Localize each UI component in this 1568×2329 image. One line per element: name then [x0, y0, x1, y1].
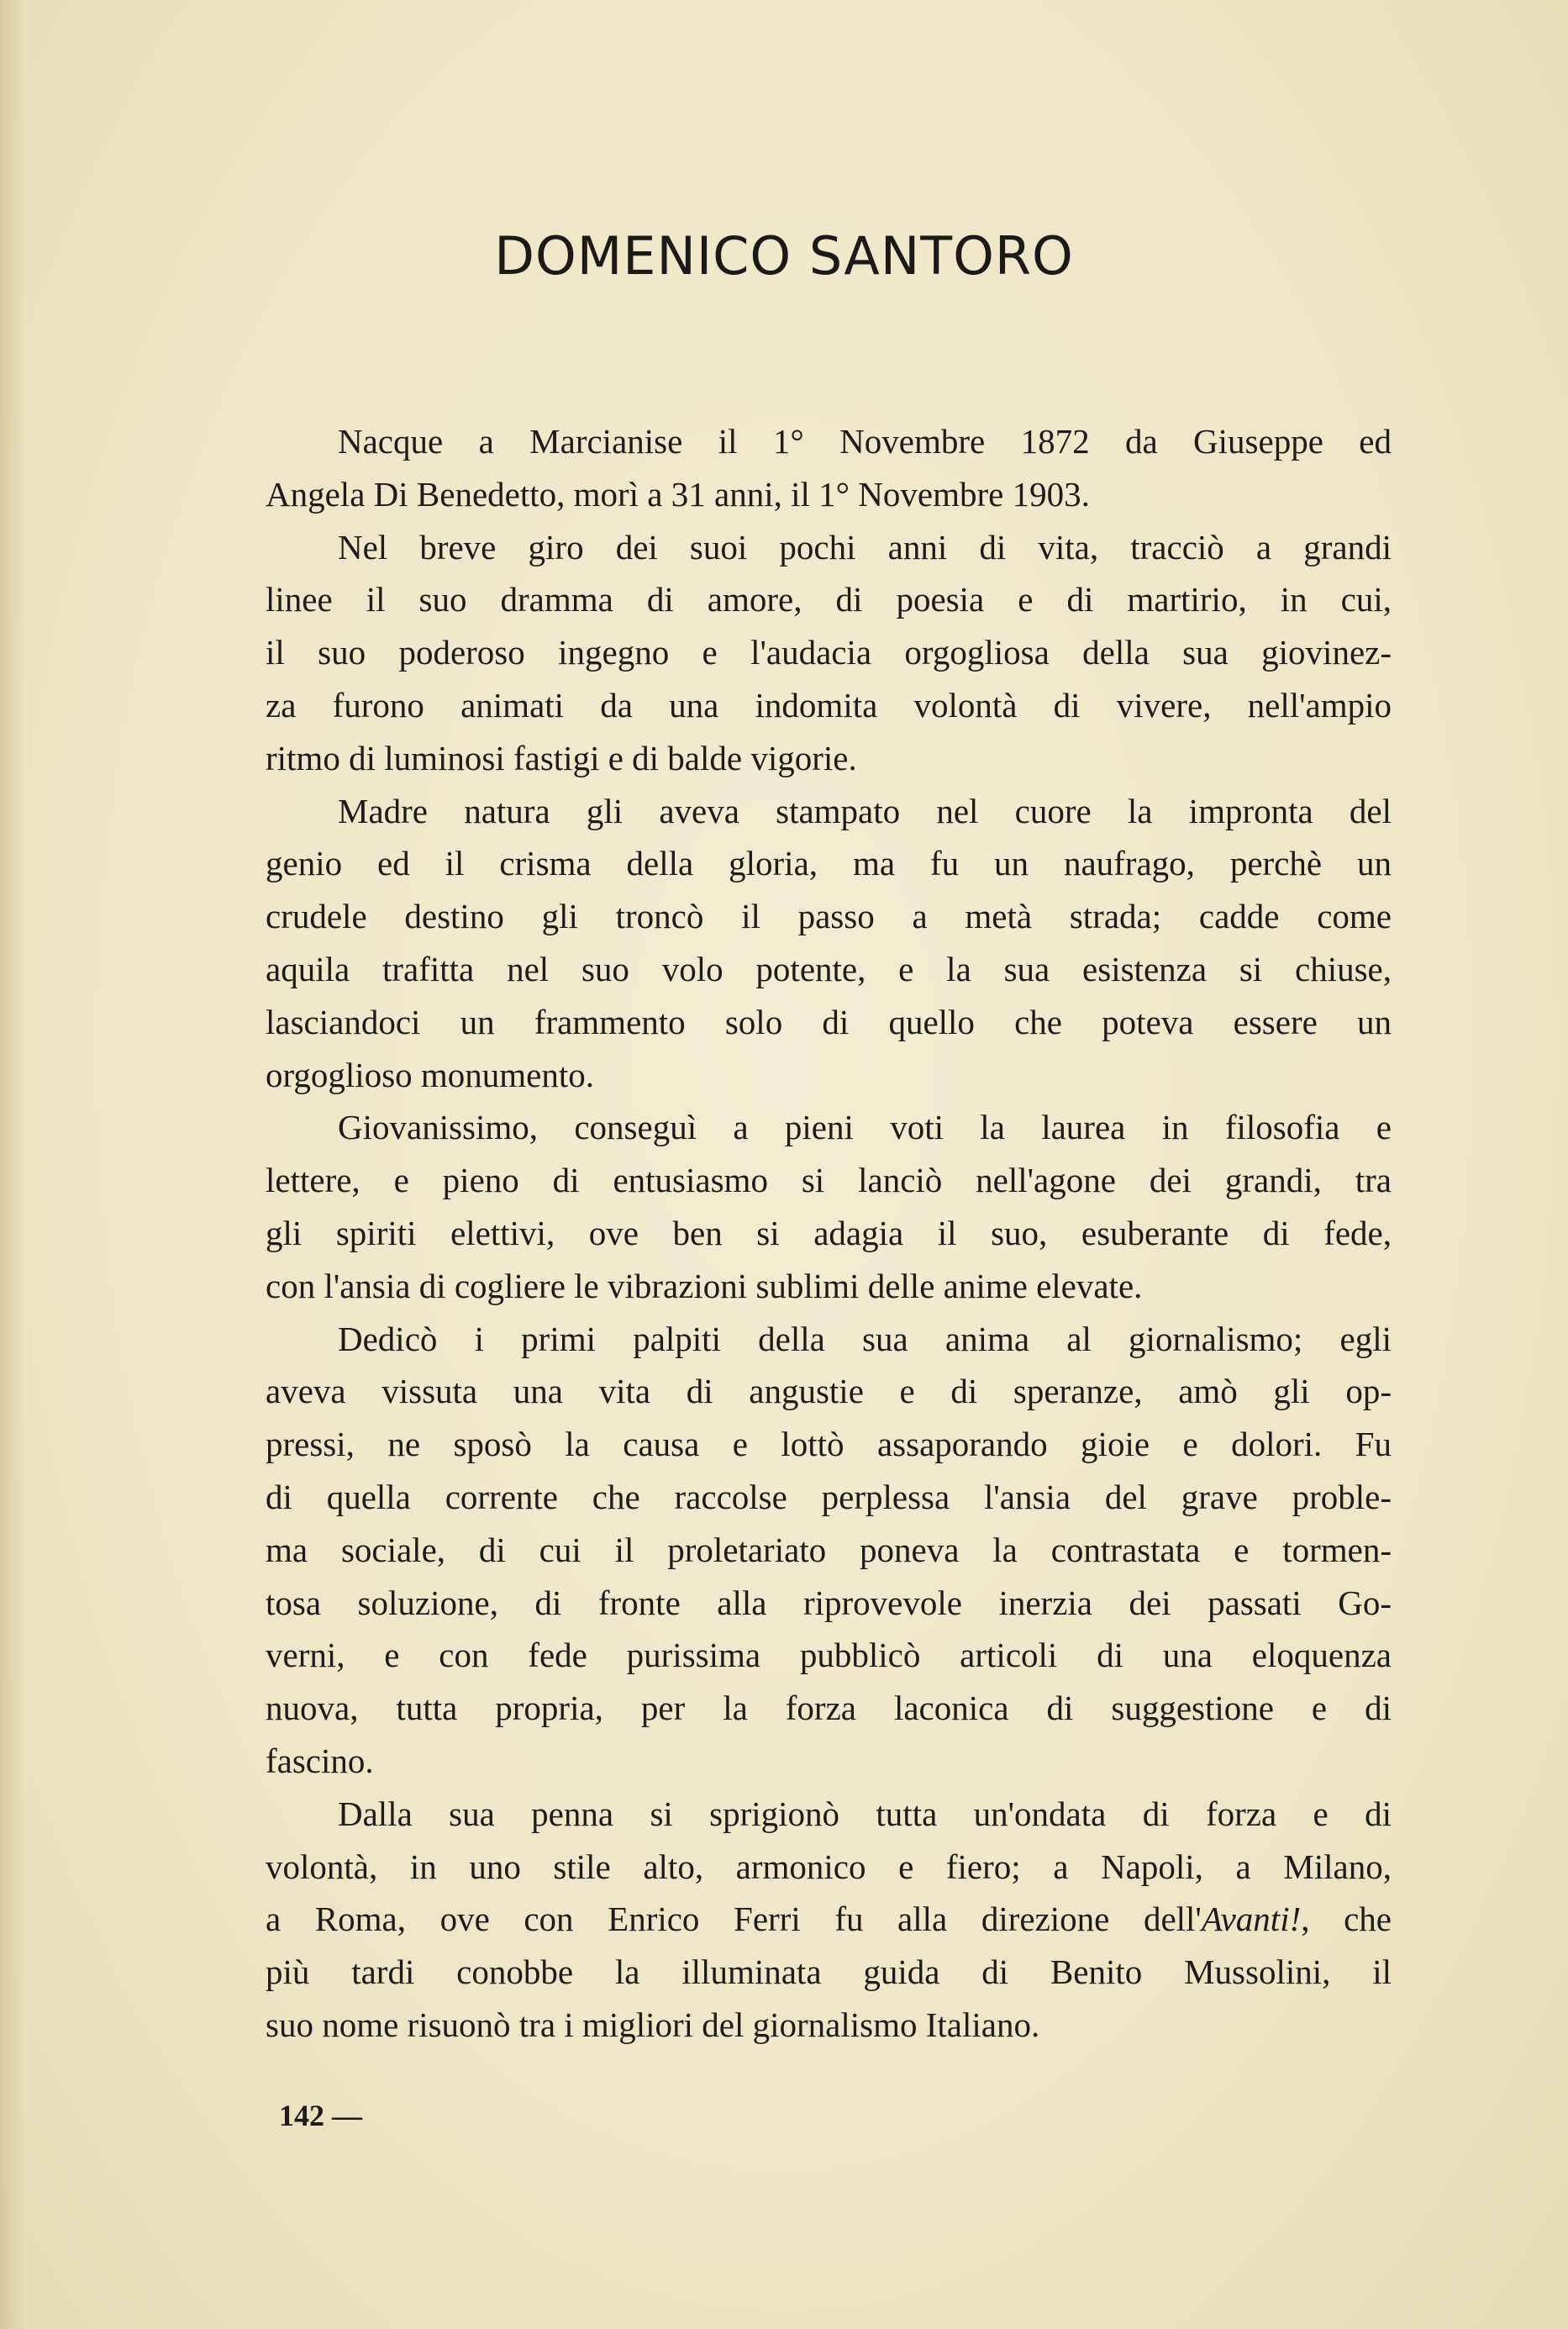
- text-line: aveva vissuta una vita di angustie e di speranze, amò gli op-: [266, 1372, 1392, 1411]
- body-text: [266, 415, 1392, 2052]
- text-line: di quella corrente che raccolse perplessa l'ansia del grave proble-: [266, 1477, 1392, 1516]
- text-line: Dedicò i primi palpiti della sua anima al giornalismo; egli: [338, 1319, 1392, 1358]
- text-line: Nacque a Marcianise il 1° Novembre 1872 da Giuseppe ed: [338, 422, 1392, 461]
- paragraph: [266, 785, 1392, 1102]
- paragraph: [266, 415, 1392, 521]
- text-line: ma sociale, di cui il proletariato poneva la contrastata e tormen-: [266, 1530, 1392, 1569]
- text-line: aquila trafitta nel suo volo potente, e la sua esistenza si chiuse,: [266, 949, 1392, 988]
- text-line: Madre natura gli aveva stampato nel cuore la impronta del: [338, 791, 1392, 830]
- text-line: Angela Di Benedetto, morì a 31 anni, il 1° Novembre 1903.: [266, 474, 1090, 514]
- paragraph: [266, 1788, 1392, 2052]
- text-line: tosa soluzione, di fronte alla riprovevole inerzia dei passati Go-: [266, 1583, 1392, 1622]
- text-line: gli spiriti elettivi, ove ben si adagia il suo, esuberante di fede,: [266, 1213, 1392, 1252]
- text-line: più tardi conobbe la illuminata guida di Benito Mussolini, il: [266, 1952, 1392, 1992]
- text-line: Giovanissimo, conseguì a pieni voti la laurea in filosofia e: [338, 1108, 1392, 1147]
- text-line: verni, e con fede purissima pubblicò articoli di una eloquenza: [266, 1636, 1392, 1675]
- text-line: volontà, in uno stile alto, armonico e fiero; a Napoli, a Milano,: [266, 1847, 1392, 1886]
- text-line: genio ed il crisma della gloria, ma fu un naufrago, perchè un: [266, 844, 1392, 883]
- text-line: pressi, ne sposò la causa e lottò assaporando gioie e dolori. Fu: [266, 1425, 1392, 1464]
- text-line: crudele destino gli troncò il passo a metà strada; cadde come: [266, 897, 1392, 936]
- text-line: ritmo di luminosi fastigi e di balde vigorie.: [266, 738, 857, 777]
- text-line: il suo poderoso ingegno e l'audacia orgogliosa della sua giovinez-: [266, 633, 1392, 672]
- paragraph: [266, 1313, 1392, 1788]
- text-line: suo nome risuonò tra i migliori del giornalismo Italiano.: [266, 2005, 1040, 2044]
- text-line: lettere, e pieno di entusiasmo si lanciò nell'agone dei grandi, tra: [266, 1161, 1392, 1200]
- text-line: con l'ansia di cogliere le vibrazioni sublimi delle anime elevate.: [266, 1266, 1143, 1305]
- text-line: nuova, tutta propria, per la forza laconica di suggestione e di: [266, 1689, 1392, 1728]
- text-line: orgoglioso monumento.: [266, 1055, 595, 1094]
- paragraph: [266, 521, 1392, 785]
- text-line: Dalla sua penna si sprigionò tutta un'ondata di forza e di: [338, 1794, 1392, 1833]
- text-line: za furono animati da una indomita volontà di vivere, nell'ampio: [266, 685, 1392, 725]
- text-line: linee il suo dramma di amore, di poesia e di martirio, in cui,: [266, 580, 1392, 619]
- text-line: a Roma, ove con Enrico Ferri fu alla direzione dell'Avanti!, che: [266, 1900, 1392, 1939]
- text-line: lasciandoci un frammento solo di quello che poteva essere un: [266, 1002, 1392, 1041]
- text-line: fascino.: [266, 1741, 374, 1780]
- paragraph: [266, 1101, 1392, 1312]
- page-number: 142 —: [279, 2099, 362, 2132]
- page-title: DOMENICO SANTORO: [494, 225, 1074, 287]
- text-line: Nel breve giro dei suoi pochi anni di vita, tracciò a grandi: [338, 527, 1392, 566]
- newspaper-name: Avanti!: [1201, 1900, 1302, 1939]
- page-edge: [0, 0, 25, 2329]
